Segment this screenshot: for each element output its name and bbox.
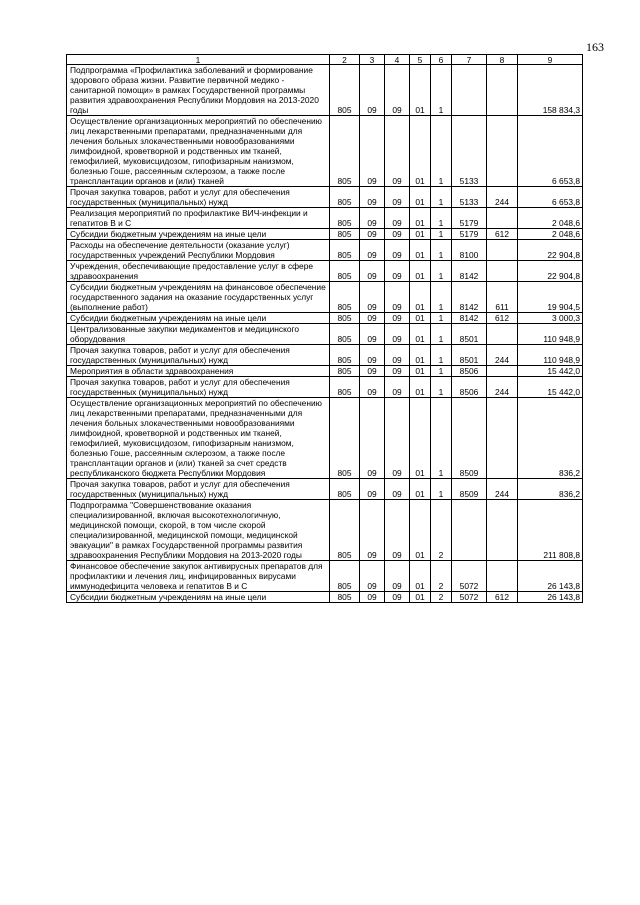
cell-amount: 19 904,5 <box>518 282 583 313</box>
cell-amount: 15 442,0 <box>518 377 583 398</box>
cell-item-name: Субсидии бюджетным учреждениям на иные цели <box>67 229 330 240</box>
table-row <box>67 65 583 116</box>
cell-subprogram: 1 <box>431 366 452 377</box>
cell-amount: 15 442,0 <box>518 366 583 377</box>
cell-section: 09 <box>360 592 385 603</box>
table-row <box>67 398 583 479</box>
cell-item-name: Субсидии бюджетным учреждениям на иные цели <box>67 592 330 603</box>
table-row <box>67 313 583 324</box>
table-row <box>67 592 583 603</box>
cell-subprogram: 2 <box>431 500 452 561</box>
cell-section: 09 <box>360 377 385 398</box>
cell-program: 01 <box>410 208 431 229</box>
cell-amount: 22 904,8 <box>518 240 583 261</box>
cell-expense-type: 244 <box>487 377 518 398</box>
cell-admin-code: 805 <box>330 345 360 366</box>
table-row <box>67 208 583 229</box>
cell-section: 09 <box>360 398 385 479</box>
cell-subsection: 09 <box>385 313 410 324</box>
column-header: 4 <box>385 55 410 65</box>
cell-program: 01 <box>410 313 431 324</box>
cell-target-article: 5179 <box>452 229 487 240</box>
cell-amount: 3 000,3 <box>518 313 583 324</box>
table-row <box>67 261 583 282</box>
cell-program: 01 <box>410 377 431 398</box>
table-header-row <box>67 55 583 65</box>
cell-amount: 836,2 <box>518 398 583 479</box>
cell-subprogram: 1 <box>431 116 452 187</box>
cell-admin-code: 805 <box>330 208 360 229</box>
column-header: 2 <box>330 55 360 65</box>
cell-subprogram: 1 <box>431 187 452 208</box>
cell-item-name: Прочая закупка товаров, работ и услуг для обеспечения государственных (муниципальных) нужд <box>67 187 330 208</box>
cell-target-article: 8509 <box>452 398 487 479</box>
cell-amount: 836,2 <box>518 479 583 500</box>
cell-admin-code: 805 <box>330 324 360 345</box>
table-row <box>67 240 583 261</box>
table-row <box>67 116 583 187</box>
cell-amount: 158 834,3 <box>518 65 583 116</box>
cell-section: 09 <box>360 313 385 324</box>
cell-subprogram: 1 <box>431 208 452 229</box>
cell-target-article: 8506 <box>452 366 487 377</box>
table-row <box>67 324 583 345</box>
cell-target-article: 8506 <box>452 377 487 398</box>
cell-item-name: Субсидии бюджетным учреждениям на иные цели <box>67 313 330 324</box>
cell-section: 09 <box>360 208 385 229</box>
cell-program: 01 <box>410 500 431 561</box>
table-row <box>67 561 583 592</box>
cell-subprogram: 1 <box>431 229 452 240</box>
cell-subsection: 09 <box>385 366 410 377</box>
cell-subsection: 09 <box>385 261 410 282</box>
cell-admin-code: 805 <box>330 398 360 479</box>
table-row <box>67 479 583 500</box>
cell-admin-code: 805 <box>330 366 360 377</box>
cell-admin-code: 805 <box>330 240 360 261</box>
cell-subsection: 09 <box>385 229 410 240</box>
cell-subprogram: 1 <box>431 377 452 398</box>
cell-expense-type <box>487 65 518 116</box>
cell-amount: 2 048,6 <box>518 208 583 229</box>
cell-admin-code: 805 <box>330 313 360 324</box>
cell-section: 09 <box>360 479 385 500</box>
cell-admin-code: 805 <box>330 187 360 208</box>
cell-item-name: Подпрограмма "Совершенствование оказания специализированной, включая высокотехнологичную, медицинской помощи, скорой, в том числе скорой специализированной, медицинской помощи, медицинской эвакуации" в рамках Государственной программы развития здравоохранения Республики Мордовия на 2013-2020 годы <box>67 500 330 561</box>
cell-subsection: 09 <box>385 398 410 479</box>
cell-program: 01 <box>410 65 431 116</box>
cell-subsection: 09 <box>385 377 410 398</box>
cell-program: 01 <box>410 229 431 240</box>
table-row <box>67 377 583 398</box>
cell-expense-type <box>487 240 518 261</box>
column-header: 6 <box>431 55 452 65</box>
table-row <box>67 282 583 313</box>
cell-section: 09 <box>360 345 385 366</box>
column-header: 8 <box>487 55 518 65</box>
cell-target-article: 8142 <box>452 313 487 324</box>
cell-item-name: Прочая закупка товаров, работ и услуг для обеспечения государственных (муниципальных) нужд <box>67 345 330 366</box>
cell-target-article: 5072 <box>452 592 487 603</box>
cell-expense-type <box>487 500 518 561</box>
cell-expense-type: 612 <box>487 592 518 603</box>
page-number: 163 <box>586 40 604 54</box>
cell-target-article: 5072 <box>452 561 487 592</box>
table-row <box>67 500 583 561</box>
cell-amount: 110 948,9 <box>518 324 583 345</box>
cell-admin-code: 805 <box>330 592 360 603</box>
cell-section: 09 <box>360 187 385 208</box>
cell-admin-code: 805 <box>330 65 360 116</box>
cell-admin-code: 805 <box>330 561 360 592</box>
cell-subprogram: 1 <box>431 240 452 261</box>
cell-target-article: 8142 <box>452 282 487 313</box>
cell-subsection: 09 <box>385 592 410 603</box>
cell-program: 01 <box>410 479 431 500</box>
cell-item-name: Прочая закупка товаров, работ и услуг для обеспечения государственных (муниципальных) нужд <box>67 377 330 398</box>
cell-program: 01 <box>410 240 431 261</box>
cell-subprogram: 1 <box>431 313 452 324</box>
cell-section: 09 <box>360 261 385 282</box>
cell-subprogram: 1 <box>431 324 452 345</box>
cell-section: 09 <box>360 366 385 377</box>
cell-program: 01 <box>410 324 431 345</box>
cell-subprogram: 1 <box>431 345 452 366</box>
table-row <box>67 229 583 240</box>
cell-subsection: 09 <box>385 345 410 366</box>
cell-expense-type: 612 <box>487 313 518 324</box>
cell-expense-type: 244 <box>487 479 518 500</box>
column-header: 3 <box>360 55 385 65</box>
cell-subsection: 09 <box>385 282 410 313</box>
cell-amount: 22 904,8 <box>518 261 583 282</box>
cell-program: 01 <box>410 116 431 187</box>
cell-section: 09 <box>360 116 385 187</box>
cell-item-name: Осуществление организационных мероприятий по обеспечению лиц лекарственными препаратами, предназначенными для лечения больных злокачественными новообразованиями лимфоидной, кроветворной и родственных им тканей, гемофилией, муковисцидозом, гипофизарным нанизмом, болезнью Гоше, рассеянным склерозом, а также после трансплантации органов и (или) тканей за счет средств республиканского бюджета Республики Мордовия <box>67 398 330 479</box>
cell-section: 09 <box>360 65 385 116</box>
cell-section: 09 <box>360 240 385 261</box>
cell-amount: 6 653,8 <box>518 116 583 187</box>
cell-section: 09 <box>360 229 385 240</box>
cell-amount: 26 143,8 <box>518 592 583 603</box>
cell-expense-type: 611 <box>487 282 518 313</box>
cell-target-article: 5133 <box>452 116 487 187</box>
cell-program: 01 <box>410 561 431 592</box>
cell-admin-code: 805 <box>330 377 360 398</box>
cell-program: 01 <box>410 187 431 208</box>
cell-expense-type <box>487 324 518 345</box>
cell-expense-type <box>487 116 518 187</box>
cell-amount: 110 948,9 <box>518 345 583 366</box>
cell-expense-type <box>487 398 518 479</box>
cell-amount: 211 808,8 <box>518 500 583 561</box>
cell-amount: 6 653,8 <box>518 187 583 208</box>
cell-subprogram: 1 <box>431 65 452 116</box>
cell-program: 01 <box>410 282 431 313</box>
cell-expense-type <box>487 208 518 229</box>
cell-item-name: Финансовое обеспечение закупок антивирусных препаратов для профилактики и лечения лиц, инфицированных вирусами иммунодефицита человека и гепатитов В и С <box>67 561 330 592</box>
cell-subsection: 09 <box>385 240 410 261</box>
cell-target-article: 5133 <box>452 187 487 208</box>
cell-admin-code: 805 <box>330 479 360 500</box>
cell-subsection: 09 <box>385 561 410 592</box>
cell-admin-code: 805 <box>330 282 360 313</box>
cell-admin-code: 805 <box>330 116 360 187</box>
cell-section: 09 <box>360 324 385 345</box>
cell-subsection: 09 <box>385 65 410 116</box>
cell-target-article: 8501 <box>452 345 487 366</box>
column-header: 5 <box>410 55 431 65</box>
column-header: 9 <box>518 55 583 65</box>
cell-target-article: 8509 <box>452 479 487 500</box>
cell-expense-type: 612 <box>487 229 518 240</box>
cell-target-article: 8501 <box>452 324 487 345</box>
table-row <box>67 345 583 366</box>
cell-target-article: 8100 <box>452 240 487 261</box>
cell-amount: 26 143,8 <box>518 561 583 592</box>
cell-subprogram: 1 <box>431 261 452 282</box>
cell-subprogram: 2 <box>431 592 452 603</box>
cell-subprogram: 1 <box>431 398 452 479</box>
cell-expense-type <box>487 561 518 592</box>
cell-item-name: Централизованные закупки медикаментов и медицинского оборудования <box>67 324 330 345</box>
cell-expense-type <box>487 261 518 282</box>
cell-item-name: Подпрограмма «Профилактика заболеваний и формирование здорового образа жизни. Развитие первичной медико - санитарной помощи» в рамках Государственной программы развития здравоохранения Республики Мордовия на 2013-2020 годы <box>67 65 330 116</box>
cell-item-name: Расходы на обеспечение деятельности (оказание услуг) государственных учреждений Республики Мордовия <box>67 240 330 261</box>
cell-amount: 2 048,6 <box>518 229 583 240</box>
cell-item-name: Реализация мероприятий по профилактике ВИЧ-инфекции и гепатитов В и С <box>67 208 330 229</box>
cell-subsection: 09 <box>385 500 410 561</box>
cell-item-name: Прочая закупка товаров, работ и услуг для обеспечения государственных (муниципальных) нужд <box>67 479 330 500</box>
budget-table <box>66 54 583 603</box>
cell-program: 01 <box>410 398 431 479</box>
cell-admin-code: 805 <box>330 500 360 561</box>
table-row <box>67 187 583 208</box>
cell-target-article <box>452 500 487 561</box>
cell-target-article <box>452 65 487 116</box>
cell-item-name: Мероприятия в области здравоохранения <box>67 366 330 377</box>
column-header: 7 <box>452 55 487 65</box>
cell-subsection: 09 <box>385 324 410 345</box>
cell-section: 09 <box>360 500 385 561</box>
cell-subsection: 09 <box>385 208 410 229</box>
column-header: 1 <box>67 55 330 65</box>
cell-section: 09 <box>360 282 385 313</box>
cell-target-article: 8142 <box>452 261 487 282</box>
cell-section: 09 <box>360 561 385 592</box>
cell-expense-type: 244 <box>487 187 518 208</box>
cell-subsection: 09 <box>385 187 410 208</box>
cell-subsection: 09 <box>385 116 410 187</box>
cell-program: 01 <box>410 261 431 282</box>
cell-admin-code: 805 <box>330 229 360 240</box>
cell-subsection: 09 <box>385 479 410 500</box>
cell-target-article: 5179 <box>452 208 487 229</box>
cell-subprogram: 2 <box>431 561 452 592</box>
cell-expense-type <box>487 366 518 377</box>
cell-admin-code: 805 <box>330 261 360 282</box>
cell-program: 01 <box>410 592 431 603</box>
cell-subprogram: 1 <box>431 282 452 313</box>
cell-subprogram: 1 <box>431 479 452 500</box>
cell-item-name: Учреждения, обеспечивающие предоставление услуг в сфере здравоохранения <box>67 261 330 282</box>
table-row <box>67 366 583 377</box>
cell-item-name: Осуществление организационных мероприятий по обеспечению лиц лекарственными препаратами, предназначенными для лечения больных злокачественными новообразованиями лимфоидной, кроветворной и родственных им тканей, гемофилией, муковисцидозом, гипофизарным нанизмом, болезнью Гоше, рассеянным склерозом, а также после трансплантации органов и (или) тканей <box>67 116 330 187</box>
cell-program: 01 <box>410 366 431 377</box>
cell-program: 01 <box>410 345 431 366</box>
cell-item-name: Субсидии бюджетным учреждениям на финансовое обеспечение государственного задания на оказание государственных услуг (выполнение работ) <box>67 282 330 313</box>
cell-expense-type: 244 <box>487 345 518 366</box>
